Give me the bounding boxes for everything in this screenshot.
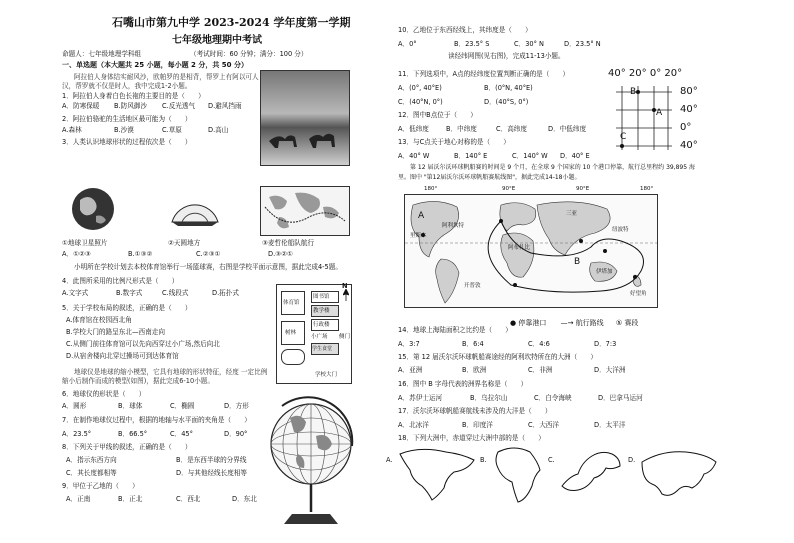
teaching-block [311,305,339,317]
dorm-block [281,321,305,345]
canteen-block [311,343,339,355]
legend-leg-icon: ⑤ [615,319,623,327]
q14-option-b[interactable]: B．6:4 [462,340,484,348]
grid-lat-label: 80° [680,86,698,97]
q17-option-a[interactable]: A．北冰洋 [398,421,429,429]
question-8: 8．下列关于甲线的叙述，正确的是（ ） [62,443,192,451]
q4-option-b[interactable]: B.数字式 [116,289,143,297]
grid-top-labels [608,68,712,79]
q11-option-d[interactable]: D．(40°S, 0°) [484,98,529,106]
passage-3b: 缩小后制作而成的模型(如图)，据此完成6-10小题。 [62,377,214,385]
q3-caption-2: ②天圆地方 [168,239,201,247]
exam-info: （考试时间：60 分钟；满分：100 分） [190,50,308,58]
playground-track [281,349,305,365]
camel-silhouette [261,71,349,165]
legend-route-label: 航行路线 [575,319,604,327]
question-7: 7．在制作地球仪过程中，根据的地轴与水平面的夹角是（ ） [62,416,251,424]
passage-4: 读经纬网图(见右图)，完成11-13小题。 [448,52,565,60]
q5-option-c[interactable]: C.从侧门前往体育馆可以先向西穿过小广场,然后向北 [66,340,220,348]
q4-option-c[interactable]: C.线段式 [162,289,189,297]
q13-option-c[interactable]: C．140° W [512,152,548,160]
exam-title: 石嘴山市第九中学 2023-2024 学年度第一学期 [112,16,351,29]
europe-outline [558,446,624,502]
question-4: 4．此图所采用的比例尺形式是（ ） [62,277,179,285]
map-port-label: 阿利坎特 [442,223,465,229]
legend-port-label: 停靠港口 [518,319,547,327]
q1-option-a[interactable]: A．防寒保暖 [62,102,100,110]
map-letter-b: B [574,257,581,267]
map-port-label: 开普敦 [464,283,481,289]
map-port-label: 三亚 [566,211,578,217]
q1-option-d[interactable]: D.避风挡雨 [208,102,242,110]
question-13: 13．与C点关于地心对称的是（ ） [398,138,510,146]
passage-1: 阿拉伯人身体结实耐风沙，欧帕罗的是相背，帮罗上有阿以可人 [74,73,259,81]
q15-option-d[interactable]: D．大洋洲 [594,366,626,374]
q6-option-c[interactable]: C．椭圆 [170,402,195,410]
map-lon-label: 180° [640,186,654,192]
map-legend [510,318,638,328]
side-gate-label: 侧门 [339,334,351,340]
map-port-label: 阿布扎比 [508,245,531,251]
q3-caption-1: ①地球卫星照片 [62,239,108,247]
magellan-route-map [260,186,350,236]
passage-5b: 里。图中 "第12届沃尔沃环球帆船赛航线图"，据此完成14-18小题。 [398,174,581,181]
q5-option-d[interactable]: D.从宿舍楼向北穿过操场可到达体育馆 [66,352,179,360]
q1-option-b[interactable]: B.防风御沙 [114,102,147,110]
map-lon-label: 90°E [502,186,516,192]
question-11: 11．下列选项中，A点的经纬度位置判断正确的是（ ） [398,70,570,78]
campus-plan-map [276,284,352,384]
earth-satellite-image [68,186,118,232]
q12-option-a[interactable]: A．低纬度 [398,125,429,133]
q17-option-c[interactable]: C．大西洋 [528,421,559,429]
gym-block [281,291,305,315]
q18-option-c[interactable]: C. [548,456,555,464]
q13-option-a[interactable]: A．40° W [398,152,430,160]
question-9: 9．甲位于乙地的（ ） [62,482,139,490]
passage-5: 第 12 届沃尔沃环球帆船赛的时间是 9 个月，在全球 9 个国家的 10 个港口停靠，航行总里程约 39,895 海 [410,164,695,171]
q5-option-b[interactable]: B.学校大门的路呈东北—西南走向 [66,328,165,336]
question-6: 6．地球仪的形状是（ ） [62,390,146,398]
q7-option-c[interactable]: C．45° [170,430,193,438]
q10-option-d[interactable]: D．23.5° N [564,40,601,48]
passage-2: 小明所在学校计划去本校体育馆举行一场篮球赛，右图是学校平面示意图，据此完成4-5题。 [74,263,342,271]
north-america-outline [396,446,478,502]
q14-option-c[interactable]: C．4:6 [528,340,550,348]
canteen-label: 学生食堂 [312,346,333,352]
question-16: 16．图中 B 字母代表的洲界名称是（ ） [398,380,528,388]
q9-option-d[interactable]: D．东北 [232,495,257,503]
q11-option-b[interactable]: B．(0°N, 40°E) [484,84,533,92]
north-arrow-label: N [342,282,348,290]
camel-photo [260,70,350,166]
question-10: 10．乙地位于东西经线上，其纬度是（ ） [398,26,532,34]
question-17: 17．沃尔沃环球帆船赛航线未涉及的大洋是（ ） [398,407,552,415]
grid-point-c: C [620,132,627,142]
map-port-label: 好望角 [630,291,647,297]
q15-option-c[interactable]: C．非洲 [528,366,553,374]
q4-option-d[interactable]: D.拓扑式 [212,289,239,297]
q16-option-b[interactable]: B．乌拉尔山 [470,394,508,402]
q1-option-c[interactable]: C.反光透气 [162,102,196,110]
asia-outline [638,446,718,500]
q11-option-a[interactable]: A．(0°, 40°E) [398,84,442,92]
map-lon-label: 90°E [576,186,590,192]
q9-option-b[interactable]: B．正北 [118,495,143,503]
legend-leg-label: 赛段 [624,319,639,327]
square-label: 小广场 [311,334,328,340]
q12-option-d[interactable]: D．中低纬度 [548,125,587,133]
q8-option-d[interactable]: D．与其他经线长度相等 [176,469,248,477]
map-port-label: 纽波特 [612,227,629,233]
q14-option-d[interactable]: D．7:3 [594,340,617,348]
q5-option-a[interactable]: A.体育馆在校园西北角 [66,316,132,324]
q7-option-d[interactable]: D．90° [224,430,248,438]
map-port-label: 伊塔加 [596,269,613,275]
q4-option-a[interactable]: A.文字式 [62,289,89,297]
q10-option-a[interactable]: A．0° [398,40,417,48]
library-label: 图书馆 [313,294,330,300]
q12-option-c[interactable]: C．高纬度 [496,125,527,133]
q13-option-b[interactable]: B．140° E [454,152,488,160]
q2-option-c[interactable]: C.草原 [162,126,182,134]
grid-lon-label: 0° [649,68,662,79]
world-route-map [404,194,658,308]
map-port-label: 里斯本 [410,233,427,239]
grid-lon-label: 40° [608,68,626,79]
q14-option-a[interactable]: A．3:7 [398,340,420,348]
admin-block [311,319,339,331]
q11-option-c[interactable]: C．(40°N, 0°) [398,98,443,106]
q10-option-b[interactable]: B．23.5° S [454,40,490,48]
north-arrow-icon [343,289,349,301]
q12-option-b[interactable]: B．中纬度 [446,125,477,133]
q18-option-a[interactable]: A. [386,456,393,464]
section-heading: 一、单选题（本大题共 25 小题，每小题 2 分，共 50 分） [62,61,248,69]
q8-option-b[interactable]: B．是东西半球的分界线 [176,456,247,464]
q3-option-c[interactable]: C.②③① [196,250,221,258]
globe-illustration [268,384,354,532]
q18-option-d[interactable]: D. [628,456,636,464]
woods-label: 树林 [285,330,297,336]
q8-option-c[interactable]: C．其长度都相等 [66,469,117,477]
legend-route-icon: —→ [560,319,574,327]
passage-3: 地球仪是地球的缩小模型，它具有地球的形状特征，经度 一定比例 [74,368,268,376]
grid-lon-label: 20° [628,68,647,79]
q2-option-a[interactable]: A.森林 [62,126,82,134]
q7-option-a[interactable]: A．23.5° [62,430,92,438]
map-letter-a: A [418,211,425,221]
library-block [311,291,339,303]
q6-option-a[interactable]: A．圆形 [62,402,87,410]
q6-option-b[interactable]: B．球体 [118,402,143,410]
passage-1b: 汉，帮罗就不仅是时人，我中完成1-2小题。 [62,82,192,90]
grid-lat-label: 0° [680,122,692,133]
q3-option-b[interactable]: B.①③② [128,250,153,258]
question-12: 12．图中B点位于（ ） [398,111,477,119]
grid-lat-label: 40° [680,104,698,115]
question-18: 18．下列大洲中，赤道穿过大洲中部的是（ ） [398,434,545,442]
admin-label: 行政楼 [313,322,330,328]
grid-point-b: B [630,87,637,97]
q3-caption-3: ③麦哲伦船队航行 [262,239,315,247]
africa-outline [492,444,542,504]
question-3: 3．人类认识地球形状的过程依次是（ ） [62,138,192,146]
exam-subtitle: 七年级地理期中考试 [172,35,262,46]
main-gate-label: 学校大门 [315,372,338,378]
q3-option-d[interactable]: D.③②① [268,250,293,258]
question-2: 2．阿拉伯骆驼的生活地区最可能为（ ） [62,115,192,123]
question-15: 15．第 12 届沃尔沃环球帆船赛途经的阿利坎特所在的大洲（ ） [398,353,598,361]
q9-option-c[interactable]: C．西北 [176,495,201,503]
question-14: 14．地球上海陆面积之比约是（ ） [398,326,512,334]
q15-option-b[interactable]: B．欧洲 [462,366,487,374]
author-line: 命题人：七年级地理学科组 [62,50,142,58]
q13-option-d[interactable]: D．40° E [560,152,590,160]
q17-option-d[interactable]: D．太平洋 [594,421,626,429]
q16-option-a[interactable]: A．苏伊士运河 [398,394,443,402]
question-1: 1．阿拉伯人身着白色长袍的主要目的是（ ） [62,92,205,100]
legend-port-icon: ● [510,319,517,327]
gym-label: 体育馆 [283,300,300,306]
q2-option-d[interactable]: D.高山 [208,126,229,134]
grid-lon-label: 20° [664,68,683,79]
world-map-drawing [405,195,657,307]
q9-option-a[interactable]: A．正南 [66,495,91,503]
question-5: 5．关于学校布局的叙述，正确的是（ ） [62,304,192,312]
q7-option-b[interactable]: B．66.5° [118,430,148,438]
q3-option-a[interactable]: A．①②③ [62,250,91,258]
q18-option-b[interactable]: B. [480,456,487,464]
q16-option-d[interactable]: D．巴拿马运河 [598,394,643,402]
q16-option-c[interactable]: C．白令海峡 [534,394,572,402]
q2-option-b[interactable]: B.沙漠 [114,126,134,134]
q8-option-a[interactable]: A．指示东西方向 [66,456,117,464]
grid-lat-label: 40° [680,140,698,151]
map-lon-label: 180° [424,186,438,192]
q10-option-c[interactable]: C．30° N [514,40,544,48]
q17-option-b[interactable]: B．印度洋 [462,421,493,429]
q15-option-a[interactable]: A．亚洲 [398,366,423,374]
round-sky-square-earth-image [168,188,222,228]
teaching-label: 教学楼 [313,308,330,314]
q6-option-d[interactable]: D．方形 [224,402,249,410]
grid-point-a: A [656,108,663,118]
